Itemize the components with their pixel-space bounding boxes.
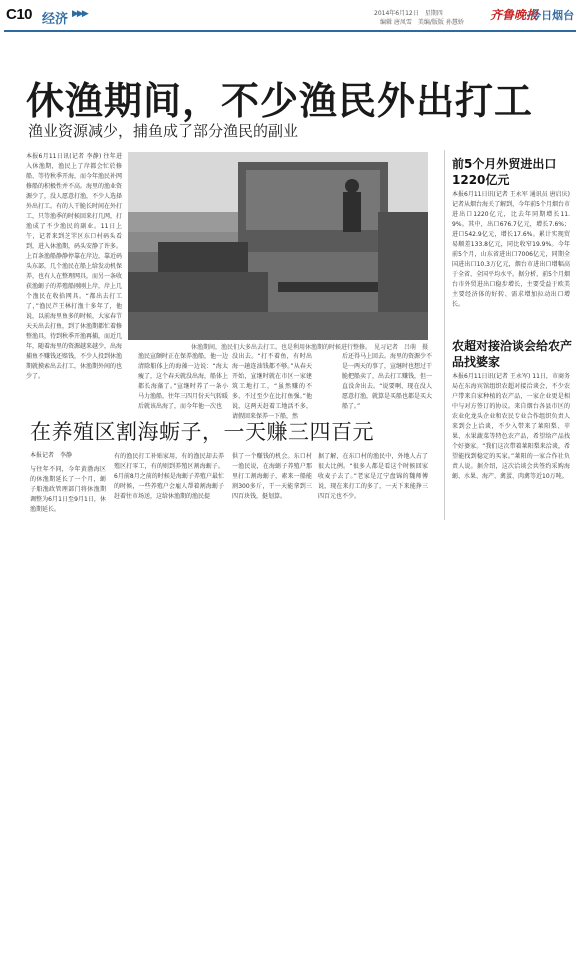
sidebar-headline-trade: 前5个月外贸进出口1220亿元 [452,157,557,187]
editors-credit: 编辑 唐凤雪 美编/版版 孙慧娇 [380,19,464,26]
main-story-column-3: 没出去。“打不着鱼，有时出海一趟连油钱都不够。”从春天开始，宣继时就在市区一家建筑工地打工，“虽然赚的不多，不过至少在比打鱼强。”他说，这两天赶着工地活不多，请假回来保养一下船，然 [232,353,312,420]
main-story-column-2: 渔民宣颇时正在保养渔船，他一边清除船体上的海藻一边说：“海太瘦了，这个春天就没出海，船体上都长海藻了。”宣继时养了一条小马力渔船，往年三四月份天气转暖后就该出海了，而今年他一次也 [138,353,229,410]
main-story-column-4: 后还得马上回去。海里的资源少不是一两天的事了，宣继时也想过干脆把船卖了，出去打工赚钱，但一直没舍出去。“说要啊，现在没人愿意打渔，就算是买船也都是买大船了。” [342,353,433,410]
issue-date: 2014年6月12日 星期四 [374,10,443,17]
sidebar-story-farm: 本报6月11日讯(记者 王永军) 11日，市商务局在东海宾馆组织农超对接洽谈会，不少农户带来自家种植的农产品，一家企业更是相中与对方签订的协议。来自烟台各县市区的农业化龙头企业和农民专业合作组织负责人来到会上洽谈，不少入带来了莱阳梨、苹果、水果蔬菜等特色农产品，希望给产品找个好婆家。“我们这次带着莱阳梨来洽谈，希望能找到稳定的买家。”莱阳的一家合作社负责人说。据介绍，这次洽谈会共签约采购海蛎、水果、海产、禽蛋、肉禽等近10万吨。 [452,373,570,480]
second-story-column-2: 有的渔民打工补贴家用，有的渔民却去养殖区打零工，有的则到养殖区割海蛎子。6月前8月之前的时候是海蛎子养殖户最忙的时候，一些养殖户会雇人帮着割海蛎子赶着往市场送，这给休渔期的渔民提 [114,453,224,500]
second-story-column-1: 与往年不同，今年黄渤海区的休渔期延长了一个月，蛎子船渔政管理部门将休渔期调整为6月1日至9月1日，休渔期延长。 [30,466,106,513]
second-headline: 在养殖区割海蛎子，一天赚三四百元 [30,420,374,444]
section-arrows: ▶▶▶ [72,9,87,19]
photo-illustration [128,152,428,340]
newspaper-logo: 齐鲁晚报 [490,8,539,22]
photo-caption: 休渔期间，渔民们大多出去打工。也是利用休渔期的时候进行整修。 见习记者 吕萌 摄 [190,344,428,351]
main-headline: 休渔期间，不少渔民外出打工 [26,79,534,123]
sidebar-headline-farm: 农超对接洽谈会给农产品找婆家 [452,339,573,369]
newspaper-edition: ·今日烟台 [526,9,575,22]
second-story-byline: 本报记者 李静 [30,452,73,459]
second-story-column-4: 据了解，在东口村的渔民中，外地人占了很大比例。“很多人都是看这个时候回家收麦子去了。”老家是辽宁盘锦的魏师傅说，现在来打工的多了，一天下来能挣三四百元也不少。 [318,453,428,500]
main-subheadline: 渔业资源减少，捕鱼成了部分渔民的副业 [28,122,299,140]
sidebar-story-trade: 本报6月11日讯(记者 王永军 通讯员 唐启庆) 记者从烟台海关了解到，今年前5个月烟台市进出口1220亿元，比去年同期增长11.9%。其中，出口676.7亿元，增长7.6%；进口542.9亿元，增长17.6%。累计实现贸易顺差133.8亿元，同比收窄19.9%。今年前5个月，山东省进出口7006亿元，同期全国进出口10.3万亿元，烟台市进出口增幅高于全省、全国平均水平。据分析，前5个月烟台市外贸进出口稳步增长，主要受益于欧美主要经济体的好转、需求增加拉动出口增长。 [452,191,570,308]
page-number: C10 [6,6,33,23]
header-divider [4,30,576,32]
main-story-column-1: 本报6月11日讯(记者 李静) 往年进入休渔期，渔民上了岸都会忙於修船、等待秋季开海，而今年渔民补网修船的积极性并不高。海里的渔业资源少了，没人愿意打渔，不少人选择外出打工。有的人干脆长时间在外打工，只等渔季的时候回来打几网，打渔成了不少渔民的副业。11日上午，记者来到芝罘区东口村码头看到，进入休渔期，码头安静了许多。上百条渔船静静停靠在岸边，靠近码头东部，几个渔民在船上给发动机保养，也有人在整理网具，而另一条收获渔蛎子的养殖船刚刚上岸，岸上几个渔民在收拾网具。“都出去打工了，”渔民芦王林打渔十多年了，他说，以前海里鱼多的时候，大家春节天天出去打鱼，到了休渔期都忙着修整渔具，待到秋季开渔再捕，而近几年，随着海里的资源越来越少，出海捕鱼不赚钱还赔钱，不少人投到休渔期就摸索出去打工，休渔期外间的也少了。 [26,153,123,380]
second-story-column-3: 供了一个赚钱的机会。东口村一渔民说，在海蛎子养殖户那里打工割海蛎子，素来一船能割300多斤，干一天能拿到三四百块钱，挺划算。 [232,453,312,500]
section-name: 经济 [42,12,69,27]
sidebar-divider [444,150,445,520]
news-photo [128,152,428,340]
